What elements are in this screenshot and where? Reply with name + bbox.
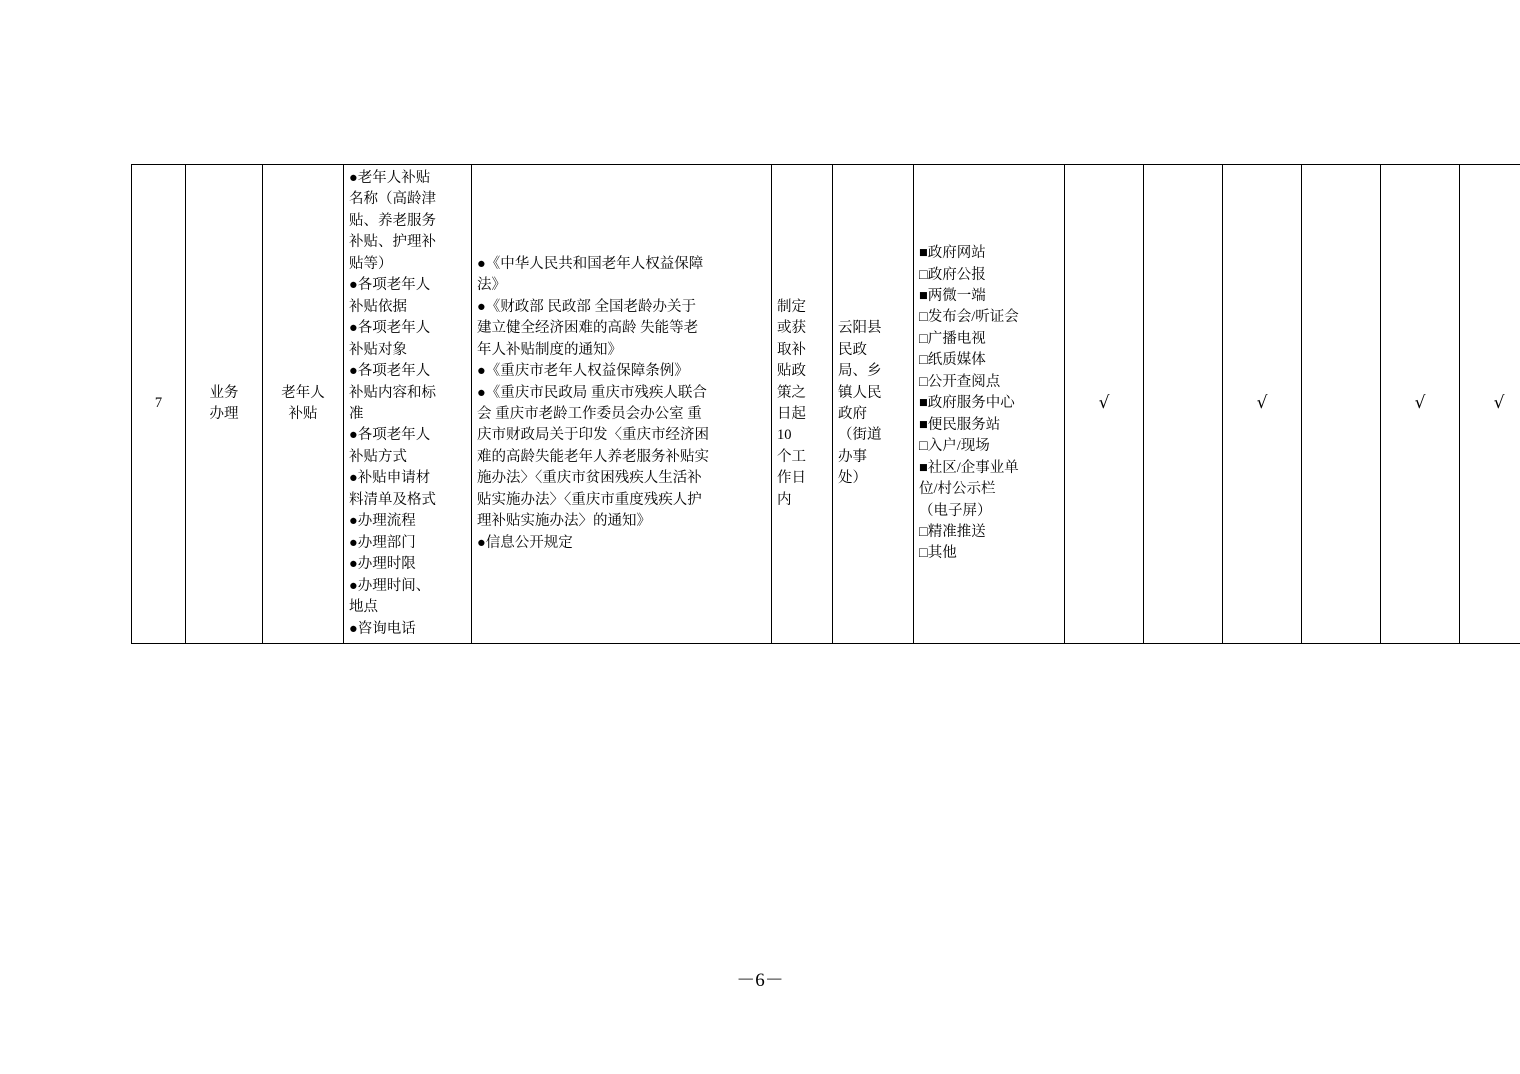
basis-line: ●《重庆市老年人权益保障条例》 (477, 363, 689, 380)
basis-line: 贴实施办法〉〈重庆市重度残疾人护 (477, 491, 702, 508)
content-line: ●各项老年人 (349, 427, 431, 444)
content-line: ●办理部门 (349, 534, 416, 551)
time-line: 策之 (777, 384, 806, 401)
content-line: ●各项老年人 (349, 363, 431, 380)
channel-option: ■两微一端 (919, 287, 986, 304)
channel-option: ■社区/企事业单 (919, 459, 1019, 476)
channel-option: □发布会/听证会 (919, 309, 1019, 326)
table-row (132, 165, 1520, 644)
basis-line: 理补贴实施办法〉的通知》 (477, 513, 651, 530)
channel-option: □广播电视 (919, 330, 986, 347)
content-line: ●各项老年人 (349, 277, 431, 294)
content-line: 贴等） (349, 255, 393, 272)
basis-line: ●《财政部 民政部 全国老龄办关于 (477, 298, 697, 315)
org-lines (838, 318, 908, 490)
org-line: 云阳县 (838, 320, 882, 337)
content-line: ●老年人补贴 (349, 170, 431, 186)
content-line: 补贴对象 (349, 341, 407, 358)
cell-mark-6 (1460, 165, 1520, 644)
channel-option: □政府公报 (919, 266, 986, 283)
org-line: 处） (838, 470, 867, 487)
org-line: 民政 (838, 341, 867, 358)
basis-line: ●《重庆市民政局 重庆市残疾人联合 (477, 384, 707, 401)
basis-line: 难的高龄失能老年人养老服务补贴实 (477, 448, 709, 465)
org-line: 办事 (838, 448, 867, 465)
content-line: 补贴方式 (349, 448, 407, 465)
category-lines (191, 383, 257, 426)
channel-option: ■政府网站 (919, 245, 986, 262)
cell-mark-3 (1223, 165, 1302, 644)
org-line: 镇人民 (838, 384, 882, 401)
basis-line: 施办法〉〈重庆市贫困残疾人生活补 (477, 470, 702, 487)
cell-sequence-number: 7 (132, 165, 186, 644)
time-line: 或获 (777, 320, 806, 337)
content-line: ●补贴申请材 (349, 470, 431, 487)
page-number: －6－ (736, 970, 784, 991)
content-line: 准 (349, 405, 364, 422)
basis-line: ●《中华人民共和国老年人权益保障 (477, 255, 704, 272)
content-line: ●各项老年人 (349, 320, 431, 337)
item-lines (268, 383, 338, 426)
cell-mark-4 (1302, 165, 1381, 644)
cell-mark-5 (1381, 165, 1460, 644)
time-line: 取补 (777, 341, 806, 358)
item-line: 老年人 (281, 384, 325, 401)
category-line: 业务 (209, 384, 239, 401)
channel-option: □入户/现场 (919, 438, 990, 455)
basis-lines (477, 254, 766, 554)
content-line: 料清单及格式 (349, 491, 436, 508)
channel-option: 位/村公示栏 (919, 481, 996, 498)
content-line: 补贴依据 (349, 298, 407, 315)
cell-disclosure-content (344, 165, 472, 644)
basis-line: 法》 (477, 277, 506, 294)
time-line: 制定 (777, 298, 806, 315)
channel-option: ■政府服务中心 (919, 395, 1015, 412)
content-line: ●办理时限 (349, 556, 416, 573)
basis-line: ●信息公开规定 (477, 534, 573, 551)
cell-category (186, 165, 263, 644)
content-lines (349, 168, 466, 640)
org-line: 政府 (838, 405, 867, 422)
cell-item-name (263, 165, 344, 644)
content-line: 名称（高龄津 (349, 191, 436, 208)
information-disclosure-table (131, 164, 1520, 644)
org-line: （街道 (838, 427, 882, 444)
check-mark: √ (1098, 393, 1110, 414)
content-line: 补贴内容和标 (349, 384, 436, 401)
cell-disclosure-basis (472, 165, 772, 644)
channel-lines (919, 243, 1059, 565)
time-line: 日起 (777, 405, 806, 422)
time-line: 内 (777, 491, 792, 508)
time-line: 10 (777, 427, 792, 444)
basis-line: 建立健全经济困难的高龄 失能等老 (477, 320, 699, 337)
item-line: 补贴 (288, 405, 318, 422)
org-line: 局、乡 (838, 363, 882, 380)
content-line: 贴、养老服务 (349, 212, 436, 229)
time-line: 贴政 (777, 363, 806, 380)
check-mark: √ (1493, 393, 1505, 414)
basis-line: 年人补贴制度的通知》 (477, 341, 622, 358)
content-line: ●办理流程 (349, 513, 416, 530)
time-lines (777, 297, 827, 512)
content-line: ●咨询电话 (349, 620, 416, 637)
channel-option: □纸质媒体 (919, 352, 986, 369)
category-line: 办理 (209, 405, 239, 422)
content-line: ●办理时间、 (349, 577, 431, 594)
channel-option: □其他 (919, 545, 957, 562)
channel-option: □公开查阅点 (919, 373, 1001, 390)
cell-disclosure-time-limit (772, 165, 833, 644)
channel-option: （电子屏） (919, 502, 992, 519)
channel-option: ■便民服务站 (919, 416, 1001, 433)
cell-mark-1 (1065, 165, 1144, 644)
basis-line: 会 重庆市老龄工作委员会办公室 重 (477, 405, 702, 422)
content-line: 地点 (349, 599, 378, 616)
check-mark: √ (1414, 393, 1426, 414)
cell-responsible-organization (833, 165, 914, 644)
cell-mark-2 (1144, 165, 1223, 644)
time-line: 个工 (777, 448, 806, 465)
content-line: 补贴、护理补 (349, 234, 436, 251)
check-mark: √ (1256, 393, 1268, 414)
basis-line: 庆市财政局关于印发〈重庆市经济困 (477, 427, 709, 444)
cell-disclosure-channels (914, 165, 1065, 644)
time-line: 作日 (777, 470, 806, 487)
channel-option: □精准推送 (919, 523, 986, 540)
